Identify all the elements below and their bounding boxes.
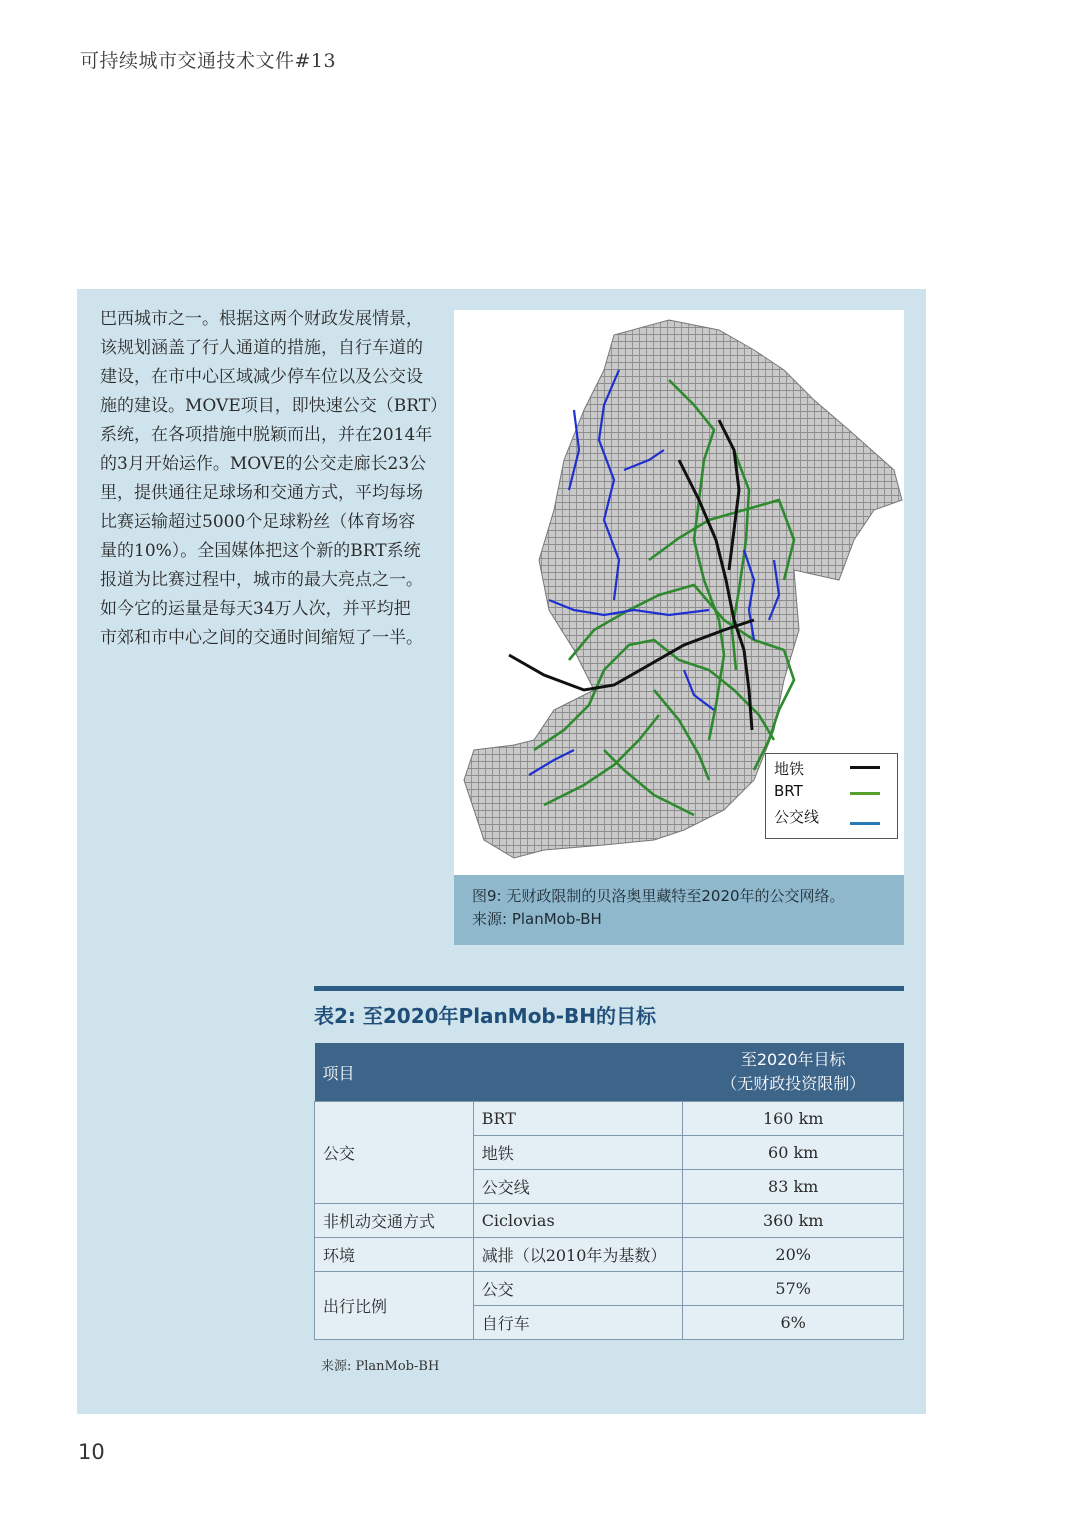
map-legend (765, 753, 898, 839)
legend-label-bus: 公交线 (774, 808, 820, 826)
table-row (315, 1102, 904, 1136)
category-cell: 出行比例 (315, 1272, 474, 1340)
caption-title: 图9: 无财政限制的贝洛奥里藏特至2020年的公交网络。 (472, 887, 845, 905)
category-cell: 公交 (315, 1102, 474, 1204)
body-line: 建设，在市中心区域减少停车位以及公交设 (100, 367, 423, 387)
goals-table (314, 1043, 904, 1340)
item-cell: 公交 (473, 1272, 683, 1306)
body-line: 量的10%）。全国媒体把这个新的BRT系统 (100, 541, 421, 561)
body-line: 报道为比赛过程中，城市的最大亮点之一。 (100, 570, 423, 590)
value-cell: 360 km (683, 1204, 904, 1238)
table-header-row (315, 1043, 904, 1102)
item-cell: Ciclovias (473, 1204, 683, 1238)
page-number: 10 (78, 1440, 105, 1464)
table-top-rule (314, 986, 904, 991)
table-row (315, 1272, 904, 1306)
category-cell: 非机动交通方式 (315, 1204, 474, 1238)
table-row (315, 1204, 904, 1238)
body-line: 的3月开始运作。MOVE的公交走廊长23公 (100, 454, 427, 474)
value-cell: 160 km (683, 1102, 904, 1136)
header-goal-line1: 至2020年目标 (740, 1050, 846, 1069)
body-line: 里，提供通往足球场和交通方式，平均每场 (100, 483, 423, 503)
legend-swatch-brt (850, 792, 880, 795)
header-item: 项目 (315, 1043, 683, 1102)
header-goal (683, 1043, 904, 1102)
value-cell: 20% (683, 1238, 904, 1272)
value-cell: 60 km (683, 1136, 904, 1170)
legend-label-brt: BRT (774, 782, 803, 800)
body-line: 施的建设。MOVE项目，即快速公交（BRT） (100, 396, 448, 416)
value-cell: 57% (683, 1272, 904, 1306)
value-cell: 6% (683, 1306, 904, 1340)
item-cell: BRT (473, 1102, 683, 1136)
legend-label-metro: 地铁 (774, 760, 805, 778)
item-cell: 公交线 (473, 1170, 683, 1204)
document-header: 可持续城市交通技术文件#13 (80, 50, 337, 72)
body-line: 如今它的运量是每天34万人次，并平均把 (100, 599, 411, 619)
header-goal-line2: （无财政投资限制） (721, 1074, 866, 1093)
table-source: 来源: PlanMob-BH (321, 1359, 440, 1374)
transit-network-map (454, 310, 904, 875)
body-line: 该规划涵盖了行人通道的措施，自行车道的 (100, 338, 423, 358)
value-cell: 83 km (683, 1170, 904, 1204)
figure-caption (454, 875, 904, 945)
category-cell: 环境 (315, 1238, 474, 1272)
legend-swatch-metro (850, 766, 880, 769)
table-row (315, 1238, 904, 1272)
table-title: 表2: 至2020年PlanMob-BH的目标 (314, 1004, 657, 1028)
item-cell: 自行车 (473, 1306, 683, 1340)
item-cell: 地铁 (473, 1136, 683, 1170)
caption-source: 来源: PlanMob-BH (472, 910, 602, 928)
body-line: 巴西城市之一。根据这两个财政发展情景， (100, 309, 423, 329)
body-line: 市郊和市中心之间的交通时间缩短了一半。 (100, 628, 423, 648)
legend-swatch-bus (850, 822, 880, 825)
item-cell: 减排（以2010年为基数） (473, 1238, 683, 1272)
body-line: 比赛运输超过5000个足球粉丝（体育场容 (100, 512, 416, 532)
body-line: 系统，在各项措施中脱颖而出，并在2014年 (100, 425, 433, 445)
body-text (100, 305, 448, 653)
